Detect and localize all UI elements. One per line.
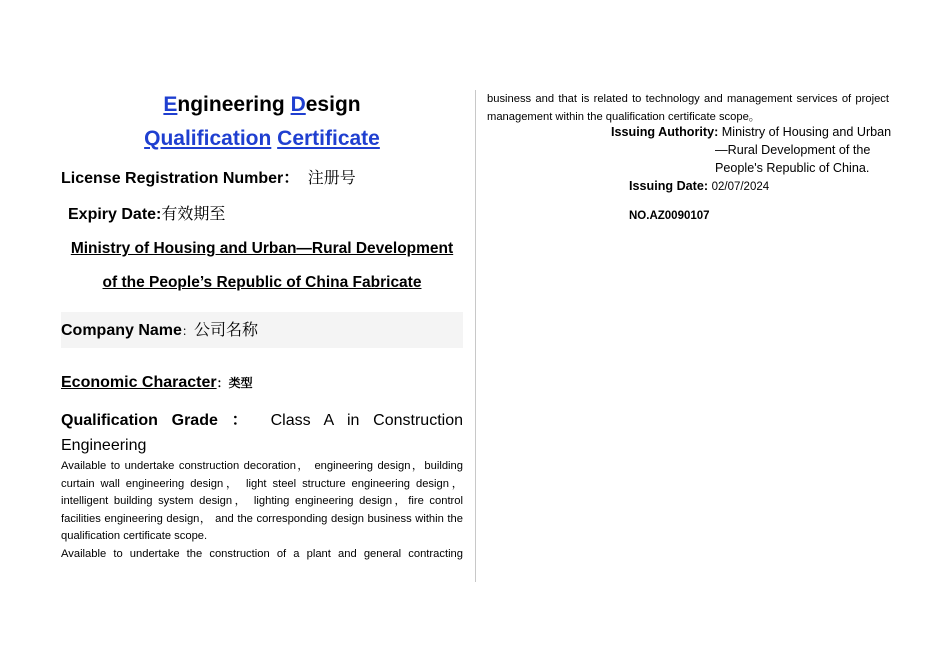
license-row (61, 160, 463, 196)
authority-line1: Ministry of Housing and Urban (721, 125, 892, 139)
qualification-row (61, 408, 463, 433)
qualification-label: Qualification Grade ： (61, 412, 257, 429)
company-value: 公司名称 (193, 320, 258, 339)
issuing-date-row (629, 177, 769, 196)
expiry-row (61, 196, 463, 232)
economic-value: 类型 (228, 376, 253, 390)
ministry-line2: of the People’s Republic of China Fabricate (102, 274, 422, 291)
company-label: Company Name (61, 322, 182, 339)
title-word-qualification: Qualification (144, 127, 272, 150)
certificate-number: NO.AZ0090107 (629, 210, 710, 222)
title-text-design: esign (305, 93, 361, 116)
authority-line3: People's Republic of China. (715, 161, 870, 175)
authority-label: Issuing Authority: (611, 125, 719, 139)
title-text-engineering: ngineering (177, 93, 291, 116)
company-separator: ： (181, 324, 194, 338)
qualification-value: Class A in Construction (270, 412, 463, 429)
expiry-value: 有效期至 (161, 204, 226, 223)
qualification-value-continued: Engineering (61, 437, 147, 454)
right-column (487, 90, 892, 222)
license-label: License Registration Number： (61, 170, 300, 187)
expiry-label: Expiry Date: (68, 206, 162, 223)
left-column (61, 88, 463, 564)
authority-line2: —Rural Development of the (715, 143, 871, 157)
certificate-title-line2 (61, 122, 463, 156)
title-initial-d: D (290, 93, 306, 116)
license-value: 注册号 (307, 168, 356, 187)
title-initial-e: E (163, 93, 178, 116)
scope-paragraph: Available to undertake construction decoration， engineering design，building curtain wall engineering design， light steel structure engineering design， intelligent building system design， lighting engineering design，fire control facilities engineering design， and the corresponding design business within the qualification certificate scope. (61, 460, 463, 543)
issuing-date-label: Issuing Date: (629, 179, 709, 193)
scope-paragraph-2: Available to undertake the construction of a plant and general contracting (61, 547, 463, 560)
economic-label: Economic Character (61, 374, 217, 391)
column-divider (475, 90, 476, 582)
economic-row (61, 368, 463, 398)
title-word-certificate: Certificate (277, 127, 380, 150)
issuing-date-value: 02/07/2024 (711, 181, 770, 193)
issuing-authority (611, 123, 891, 141)
ministry-line1: Ministry of Housing and Urban—Rural Development (70, 240, 454, 257)
scope-continuation: business and that is related to technology and management services of project management within the qualification certificate scope。 (487, 93, 889, 123)
certificate-title-line1 (61, 88, 463, 122)
economic-separator: ： (216, 376, 229, 390)
company-row (61, 312, 463, 348)
